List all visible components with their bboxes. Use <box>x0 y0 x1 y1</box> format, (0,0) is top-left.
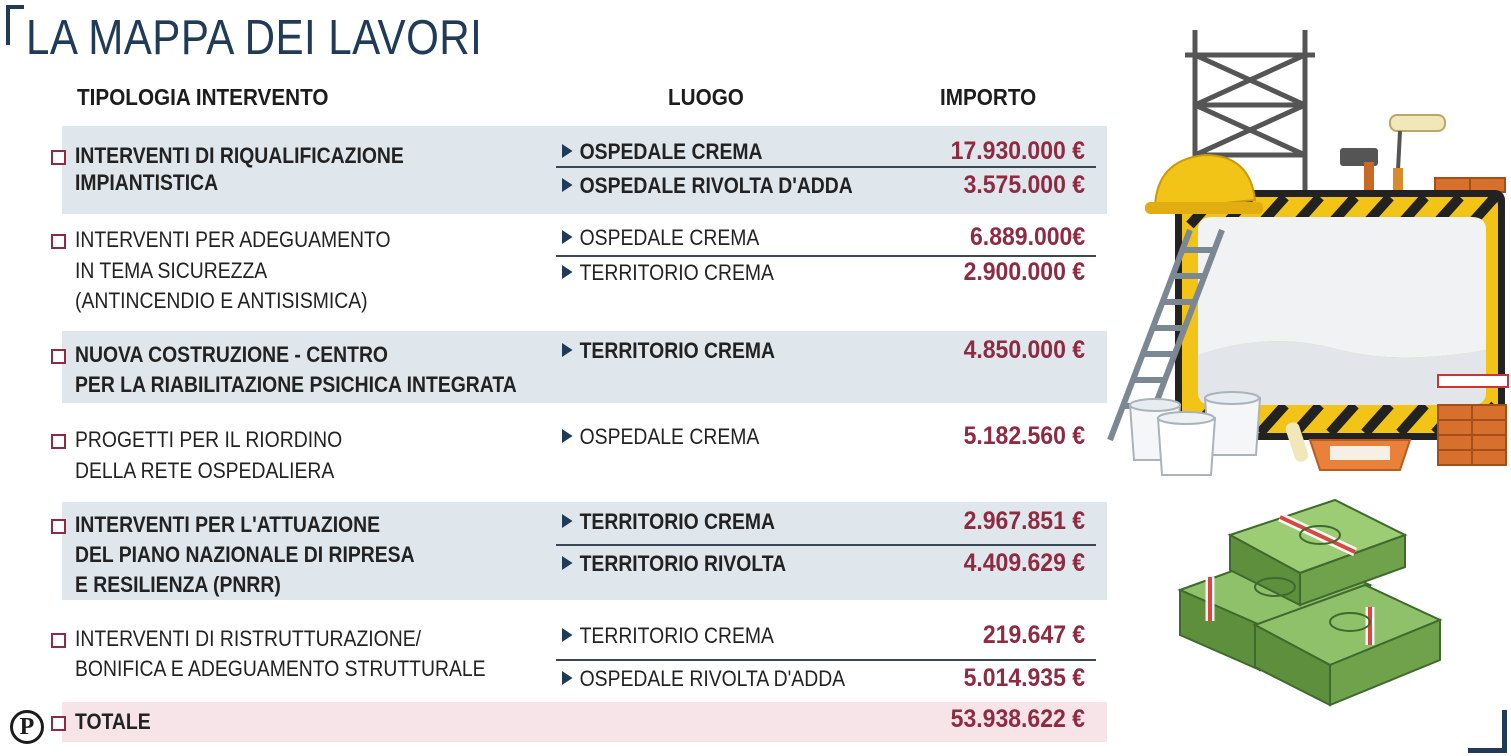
publisher-logo: P <box>10 710 44 744</box>
construction-illustration <box>1100 20 1511 480</box>
location-cell <box>562 666 845 692</box>
location-cell <box>562 260 774 286</box>
location-cell <box>562 509 775 535</box>
intervention-type-line: IN TEMA SICUREZZA <box>75 258 268 283</box>
location-label: TERRITORIO CREMA <box>579 509 776 534</box>
total-amount: 53.938.622 € <box>950 705 1085 733</box>
bricks-icon <box>1435 178 1505 192</box>
amount-cell: 219.647 € <box>982 621 1085 649</box>
location-cell <box>562 139 762 165</box>
location-label: OSPEDALE CREMA <box>579 225 760 250</box>
location-label: TERRITORIO RIVOLTA <box>579 551 787 576</box>
column-header-luogo: LUOGO <box>668 84 744 110</box>
row-separator <box>556 255 1096 257</box>
intervention-type-line: DEL PIANO NAZIONALE DI RIPRESA <box>75 542 415 567</box>
money-stacks-icon <box>1170 495 1450 710</box>
amount-cell: 6.889.000€ <box>969 223 1085 251</box>
triangle-bullet-icon <box>562 628 573 642</box>
location-cell <box>562 424 759 450</box>
location-cell <box>562 623 774 649</box>
intervention-type-line: PROGETTI PER IL RIORDINO <box>75 427 343 452</box>
location-cell <box>562 551 786 577</box>
amount-cell: 4.850.000 € <box>963 336 1085 364</box>
intervention-type-line: BONIFICA E ADEGUAMENTO STRUTTURALE <box>75 656 486 681</box>
location-label: OSPEDALE RIVOLTA D'ADDA <box>579 666 846 691</box>
row-separator <box>556 544 1096 546</box>
row-separator <box>556 166 1096 168</box>
triangle-bullet-icon <box>562 429 573 443</box>
amount-cell: 5.182.560 € <box>963 422 1085 450</box>
square-bullet-icon <box>51 150 66 165</box>
amount-cell: 3.575.000 € <box>963 171 1085 199</box>
triangle-bullet-icon <box>562 178 573 192</box>
triangle-bullet-icon <box>562 671 573 685</box>
intervention-type-line: E RESILIENZA (PNRR) <box>75 572 281 597</box>
page-title: LA MAPPA DEI LAVORI <box>26 11 483 65</box>
hard-hat-icon <box>1145 155 1263 214</box>
square-bullet-icon <box>51 349 66 364</box>
location-cell <box>562 173 853 199</box>
location-cell <box>562 225 759 251</box>
location-label: OSPEDALE CREMA <box>579 424 760 449</box>
location-label: OSPEDALE RIVOLTA D'ADDA <box>579 173 853 198</box>
intervention-type-line: PER LA RIABILITAZIONE PSICHICA INTEGRATA <box>75 372 517 397</box>
column-header-tipologia: TIPOLOGIA INTERVENTO <box>77 84 329 110</box>
location-label: TERRITORIO CREMA <box>579 623 774 648</box>
triangle-bullet-icon <box>562 556 573 570</box>
location-label: TERRITORIO CREMA <box>579 260 774 285</box>
intervention-type-line: INTERVENTI DI RIQUALIFICAZIONE <box>75 143 404 168</box>
square-bullet-icon <box>51 519 66 534</box>
location-label: TERRITORIO CREMA <box>579 338 776 363</box>
triangle-bullet-icon <box>562 343 573 357</box>
intervention-type-line: INTERVENTI DI RISTRUTTURAZIONE/ <box>75 626 421 651</box>
column-header-importo: IMPORTO <box>940 84 1037 110</box>
intervention-type-line: INTERVENTI PER L'ATTUAZIONE <box>75 512 381 537</box>
square-bullet-icon <box>51 716 66 731</box>
location-cell <box>562 338 775 364</box>
location-label: OSPEDALE CREMA <box>579 139 763 164</box>
square-bullet-icon <box>51 434 66 449</box>
amount-cell: 4.409.629 € <box>963 549 1085 577</box>
amount-cell: 5.014.935 € <box>963 664 1085 692</box>
intervention-type-line: NUOVA COSTRUZIONE - CENTRO <box>75 342 388 367</box>
corner-bracket-bottom-right <box>1468 710 1507 753</box>
intervention-type-line: (ANTINCENDIO E ANTISISMICA) <box>75 288 368 313</box>
amount-cell: 2.967.851 € <box>963 507 1085 535</box>
triangle-bullet-icon <box>562 265 573 279</box>
amount-cell: 17.930.000 € <box>950 137 1085 165</box>
triangle-bullet-icon <box>562 144 573 158</box>
intervention-type-line: IMPIANTISTICA <box>75 170 219 195</box>
triangle-bullet-icon <box>562 230 573 244</box>
triangle-bullet-icon <box>562 514 573 528</box>
title-corner-bracket <box>6 5 24 45</box>
amount-cell: 2.900.000 € <box>963 258 1085 286</box>
intervention-type-line: INTERVENTI PER ADEGUAMENTO <box>75 227 391 252</box>
row-separator <box>556 659 1096 661</box>
square-bullet-icon <box>51 234 66 249</box>
intervention-type-line: DELLA RETE OSPEDALIERA <box>75 458 335 483</box>
square-bullet-icon <box>51 633 66 648</box>
total-label: TOTALE <box>75 709 151 734</box>
